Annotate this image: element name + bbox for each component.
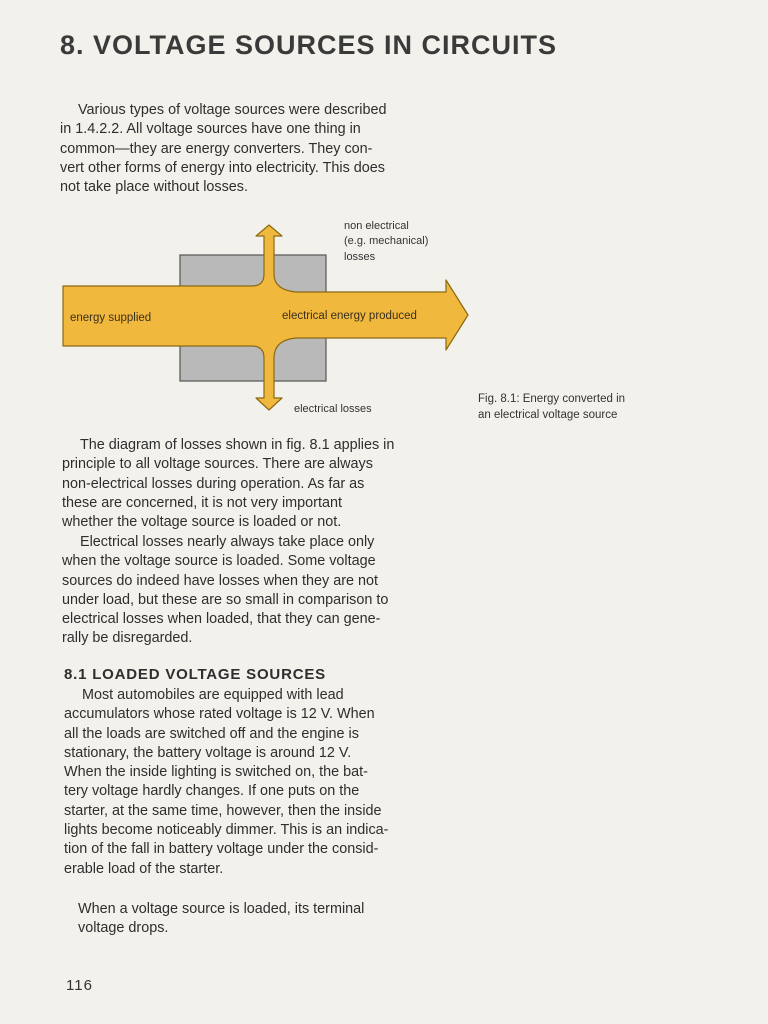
text-line: under load, but these are so small in comparison to [62, 591, 389, 608]
caption-line: Fig. 8.1: Energy converted in [478, 393, 626, 405]
page-number: 116 [66, 977, 93, 994]
text-line: in 1.4.2.2. All voltage sources have one thing in [60, 121, 361, 138]
text-line: when the voltage source is loaded. Some voltage [62, 553, 376, 570]
conclusion-paragraph [78, 900, 464, 939]
losses-paragraph [62, 436, 462, 532]
text-line: When the inside lighting is switched on, the bat- [64, 764, 368, 781]
text-line: The diagram of losses shown in fig. 8.1 applies in [80, 437, 395, 453]
loaded-sources-paragraph [64, 686, 466, 879]
text-line: When a voltage source is loaded, its terminal [78, 901, 365, 917]
text-line: non-electrical losses during operation. As far as [62, 475, 365, 492]
nonelectrical-losses-label: non electrical [344, 220, 409, 232]
text-line: these are concerned, it is not very important [62, 494, 342, 511]
nonelectrical-losses-label: (e.g. mechanical) [344, 235, 429, 247]
energy-flow-diagram [60, 212, 480, 422]
text-line: Various types of voltage sources were described [78, 102, 387, 118]
text-line: vert other forms of energy into electricity. This does [60, 159, 385, 176]
chapter-title: 8. VOLTAGE SOURCES IN CIRCUITS [60, 30, 558, 60]
text-line: lights become noticeably dimmer. This is an indica- [64, 822, 389, 839]
text-line: starter, at the same time, however, then the inside [64, 802, 382, 819]
nonelectrical-losses-label: losses [344, 251, 376, 263]
electrical-energy-produced-label: electrical energy produced [282, 310, 417, 322]
text-line: sources do indeed have losses when they are not [62, 572, 378, 589]
text-line: stationary, the battery voltage is around 12 V. [64, 744, 352, 761]
section-heading: 8.1 LOADED VOLTAGE SOURCES [64, 666, 326, 683]
text-line: common—they are energy converters. They con- [60, 140, 373, 157]
text-line: electrical losses when loaded, that they can gene- [62, 611, 381, 628]
text-line: tion of the fall in battery voltage under the consid- [64, 841, 379, 858]
text-line: rally be disregarded. [62, 630, 193, 647]
electrical-losses-paragraph [62, 533, 462, 649]
text-line: voltage drops. [78, 920, 169, 937]
caption-line: an electrical voltage source [478, 409, 618, 421]
text-line: whether the voltage source is loaded or not. [62, 514, 342, 531]
text-line: accumulators whose rated voltage is 12 V. When [64, 706, 375, 723]
text-line: principle to all voltage sources. There are always [62, 456, 373, 473]
text-line: tery voltage hardly changes. If one puts on the [64, 783, 360, 800]
figure-caption [478, 391, 738, 423]
intro-paragraph [60, 101, 462, 197]
energy-supplied-label: energy supplied [70, 312, 152, 324]
text-line: Most automobiles are equipped with lead [82, 687, 344, 703]
text-line: Electrical losses nearly always take place only [80, 534, 375, 550]
text-line: all the loads are switched off and the engine is [64, 725, 359, 742]
electrical-losses-label: electrical losses [294, 403, 372, 415]
text-line: erable load of the starter. [64, 860, 224, 877]
text-line: not take place without losses. [60, 179, 248, 196]
